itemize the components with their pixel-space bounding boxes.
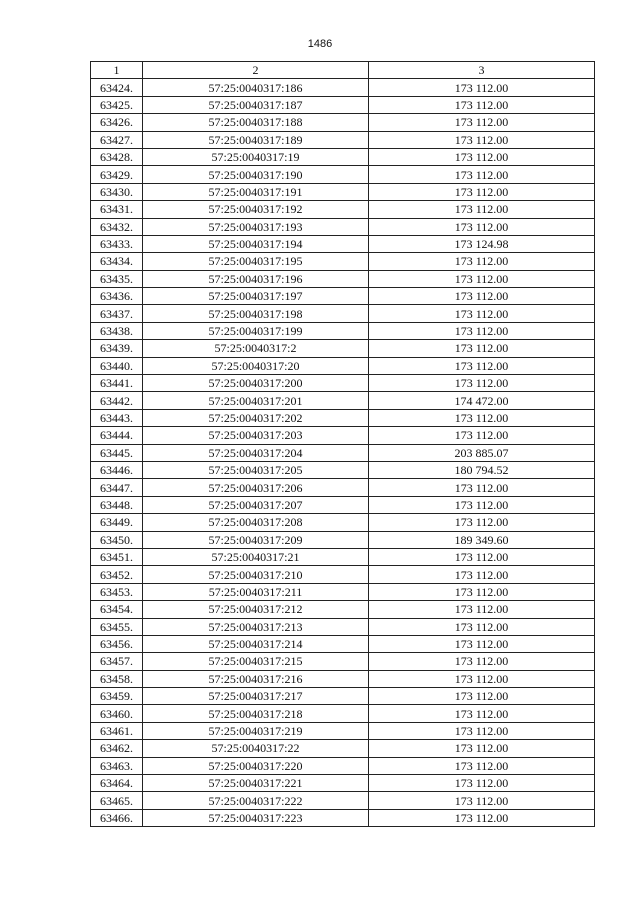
table-row bbox=[91, 375, 595, 392]
value-cell: 173 112.00 bbox=[369, 635, 595, 652]
value-cell: 173 112.00 bbox=[369, 740, 595, 757]
cadastral-number-cell: 57:25:0040317:203 bbox=[143, 427, 369, 444]
value-cell: 173 112.00 bbox=[369, 357, 595, 374]
cadastral-number-cell: 57:25:0040317:190 bbox=[143, 166, 369, 183]
table-row bbox=[91, 757, 595, 774]
value-cell: 173 112.00 bbox=[369, 166, 595, 183]
row-number-cell: 63446. bbox=[91, 461, 143, 478]
table-row bbox=[91, 618, 595, 635]
row-number-cell: 63447. bbox=[91, 479, 143, 496]
column-header-3: 3 bbox=[369, 62, 595, 79]
row-number-cell: 63462. bbox=[91, 740, 143, 757]
cadastral-number-cell: 57:25:0040317:197 bbox=[143, 288, 369, 305]
table-row bbox=[91, 235, 595, 252]
row-number-cell: 63427. bbox=[91, 131, 143, 148]
cadastral-number-cell: 57:25:0040317:196 bbox=[143, 270, 369, 287]
registry-table bbox=[90, 61, 595, 827]
value-cell: 173 112.00 bbox=[369, 96, 595, 113]
value-cell: 173 112.00 bbox=[369, 479, 595, 496]
value-cell: 173 112.00 bbox=[369, 409, 595, 426]
cadastral-number-cell: 57:25:0040317:187 bbox=[143, 96, 369, 113]
row-number-cell: 63429. bbox=[91, 166, 143, 183]
table-header-row bbox=[91, 62, 595, 79]
table-row bbox=[91, 322, 595, 339]
table-row bbox=[91, 688, 595, 705]
table-row bbox=[91, 305, 595, 322]
value-cell: 173 112.00 bbox=[369, 601, 595, 618]
row-number-cell: 63441. bbox=[91, 375, 143, 392]
row-number-cell: 63456. bbox=[91, 635, 143, 652]
table-row bbox=[91, 218, 595, 235]
cadastral-number-cell: 57:25:0040317:210 bbox=[143, 566, 369, 583]
value-cell: 173 112.00 bbox=[369, 722, 595, 739]
table-row bbox=[91, 583, 595, 600]
cadastral-number-cell: 57:25:0040317:208 bbox=[143, 514, 369, 531]
table-row bbox=[91, 131, 595, 148]
cadastral-number-cell: 57:25:0040317:20 bbox=[143, 357, 369, 374]
value-cell: 173 112.00 bbox=[369, 114, 595, 131]
row-number-cell: 63453. bbox=[91, 583, 143, 600]
table-row bbox=[91, 392, 595, 409]
cadastral-number-cell: 57:25:0040317:217 bbox=[143, 688, 369, 705]
cadastral-number-cell: 57:25:0040317:204 bbox=[143, 444, 369, 461]
row-number-cell: 63465. bbox=[91, 792, 143, 809]
cadastral-number-cell: 57:25:0040317:198 bbox=[143, 305, 369, 322]
value-cell: 173 112.00 bbox=[369, 688, 595, 705]
cadastral-number-cell: 57:25:0040317:216 bbox=[143, 670, 369, 687]
row-number-cell: 63431. bbox=[91, 201, 143, 218]
row-number-cell: 63459. bbox=[91, 688, 143, 705]
table-row bbox=[91, 288, 595, 305]
row-number-cell: 63434. bbox=[91, 253, 143, 270]
value-cell: 173 112.00 bbox=[369, 375, 595, 392]
value-cell: 173 112.00 bbox=[369, 322, 595, 339]
value-cell: 173 112.00 bbox=[369, 253, 595, 270]
value-cell: 173 124.98 bbox=[369, 235, 595, 252]
cadastral-number-cell: 57:25:0040317:195 bbox=[143, 253, 369, 270]
table-row bbox=[91, 96, 595, 113]
value-cell: 173 112.00 bbox=[369, 514, 595, 531]
value-cell: 173 112.00 bbox=[369, 79, 595, 96]
cadastral-number-cell: 57:25:0040317:221 bbox=[143, 775, 369, 792]
cadastral-number-cell: 57:25:0040317:212 bbox=[143, 601, 369, 618]
value-cell: 173 112.00 bbox=[369, 566, 595, 583]
value-cell: 173 112.00 bbox=[369, 270, 595, 287]
table-row bbox=[91, 444, 595, 461]
table-row bbox=[91, 792, 595, 809]
value-cell: 180 794.52 bbox=[369, 461, 595, 478]
row-number-cell: 63440. bbox=[91, 357, 143, 374]
value-cell: 173 112.00 bbox=[369, 757, 595, 774]
table-row bbox=[91, 548, 595, 565]
row-number-cell: 63454. bbox=[91, 601, 143, 618]
cadastral-number-cell: 57:25:0040317:19 bbox=[143, 148, 369, 165]
value-cell: 173 112.00 bbox=[369, 583, 595, 600]
table-row bbox=[91, 253, 595, 270]
table-row bbox=[91, 201, 595, 218]
value-cell: 173 112.00 bbox=[369, 548, 595, 565]
row-number-cell: 63449. bbox=[91, 514, 143, 531]
row-number-cell: 63433. bbox=[91, 235, 143, 252]
cadastral-number-cell: 57:25:0040317:199 bbox=[143, 322, 369, 339]
row-number-cell: 63442. bbox=[91, 392, 143, 409]
table-row bbox=[91, 340, 595, 357]
value-cell: 173 112.00 bbox=[369, 809, 595, 826]
table-row bbox=[91, 148, 595, 165]
row-number-cell: 63464. bbox=[91, 775, 143, 792]
value-cell: 173 112.00 bbox=[369, 288, 595, 305]
row-number-cell: 63451. bbox=[91, 548, 143, 565]
cadastral-number-cell: 57:25:0040317:200 bbox=[143, 375, 369, 392]
value-cell: 173 112.00 bbox=[369, 340, 595, 357]
row-number-cell: 63460. bbox=[91, 705, 143, 722]
cadastral-number-cell: 57:25:0040317:194 bbox=[143, 235, 369, 252]
cadastral-number-cell: 57:25:0040317:214 bbox=[143, 635, 369, 652]
cadastral-number-cell: 57:25:0040317:211 bbox=[143, 583, 369, 600]
cadastral-number-cell: 57:25:0040317:218 bbox=[143, 705, 369, 722]
row-number-cell: 63455. bbox=[91, 618, 143, 635]
table-row bbox=[91, 514, 595, 531]
row-number-cell: 63466. bbox=[91, 809, 143, 826]
row-number-cell: 63450. bbox=[91, 531, 143, 548]
cadastral-number-cell: 57:25:0040317:220 bbox=[143, 757, 369, 774]
row-number-cell: 63458. bbox=[91, 670, 143, 687]
table-body bbox=[91, 79, 595, 827]
value-cell: 173 112.00 bbox=[369, 131, 595, 148]
row-number-cell: 63436. bbox=[91, 288, 143, 305]
row-number-cell: 63426. bbox=[91, 114, 143, 131]
cadastral-number-cell: 57:25:0040317:215 bbox=[143, 653, 369, 670]
value-cell: 173 112.00 bbox=[369, 653, 595, 670]
value-cell: 173 112.00 bbox=[369, 705, 595, 722]
table-row bbox=[91, 427, 595, 444]
row-number-cell: 63448. bbox=[91, 496, 143, 513]
value-cell: 173 112.00 bbox=[369, 305, 595, 322]
table-row bbox=[91, 635, 595, 652]
value-cell: 173 112.00 bbox=[369, 792, 595, 809]
value-cell: 173 112.00 bbox=[369, 427, 595, 444]
row-number-cell: 63425. bbox=[91, 96, 143, 113]
table-row bbox=[91, 722, 595, 739]
cadastral-number-cell: 57:25:0040317:202 bbox=[143, 409, 369, 426]
value-cell: 173 112.00 bbox=[369, 183, 595, 200]
row-number-cell: 63432. bbox=[91, 218, 143, 235]
table-row bbox=[91, 409, 595, 426]
row-number-cell: 63424. bbox=[91, 79, 143, 96]
cadastral-number-cell: 57:25:0040317:201 bbox=[143, 392, 369, 409]
value-cell: 173 112.00 bbox=[369, 775, 595, 792]
value-cell: 189 349.60 bbox=[369, 531, 595, 548]
value-cell: 173 112.00 bbox=[369, 670, 595, 687]
page-number: 1486 bbox=[307, 38, 333, 50]
row-number-cell: 63430. bbox=[91, 183, 143, 200]
cadastral-number-cell: 57:25:0040317:206 bbox=[143, 479, 369, 496]
value-cell: 173 112.00 bbox=[369, 218, 595, 235]
cadastral-number-cell: 57:25:0040317:213 bbox=[143, 618, 369, 635]
row-number-cell: 63428. bbox=[91, 148, 143, 165]
value-cell: 173 112.00 bbox=[369, 201, 595, 218]
cadastral-number-cell: 57:25:0040317:193 bbox=[143, 218, 369, 235]
column-header-1: 1 bbox=[91, 62, 143, 79]
cadastral-number-cell: 57:25:0040317:189 bbox=[143, 131, 369, 148]
row-number-cell: 63437. bbox=[91, 305, 143, 322]
cadastral-number-cell: 57:25:0040317:205 bbox=[143, 461, 369, 478]
row-number-cell: 63435. bbox=[91, 270, 143, 287]
table-row bbox=[91, 79, 595, 96]
row-number-cell: 63438. bbox=[91, 322, 143, 339]
table-row bbox=[91, 531, 595, 548]
table-row bbox=[91, 775, 595, 792]
value-cell: 203 885.07 bbox=[369, 444, 595, 461]
table-row bbox=[91, 479, 595, 496]
value-cell: 173 112.00 bbox=[369, 148, 595, 165]
row-number-cell: 63439. bbox=[91, 340, 143, 357]
cadastral-number-cell: 57:25:0040317:192 bbox=[143, 201, 369, 218]
table-row bbox=[91, 809, 595, 826]
table-row bbox=[91, 270, 595, 287]
cadastral-number-cell: 57:25:0040317:188 bbox=[143, 114, 369, 131]
table-row bbox=[91, 183, 595, 200]
row-number-cell: 63463. bbox=[91, 757, 143, 774]
cadastral-number-cell: 57:25:0040317:222 bbox=[143, 792, 369, 809]
column-header-2: 2 bbox=[143, 62, 369, 79]
cadastral-number-cell: 57:25:0040317:22 bbox=[143, 740, 369, 757]
table-row bbox=[91, 653, 595, 670]
table-row bbox=[91, 114, 595, 131]
table-row bbox=[91, 461, 595, 478]
row-number-cell: 63445. bbox=[91, 444, 143, 461]
cadastral-number-cell: 57:25:0040317:21 bbox=[143, 548, 369, 565]
table-row bbox=[91, 705, 595, 722]
cadastral-number-cell: 57:25:0040317:186 bbox=[143, 79, 369, 96]
table-row bbox=[91, 670, 595, 687]
cadastral-number-cell: 57:25:0040317:207 bbox=[143, 496, 369, 513]
row-number-cell: 63461. bbox=[91, 722, 143, 739]
row-number-cell: 63457. bbox=[91, 653, 143, 670]
table-row bbox=[91, 601, 595, 618]
row-number-cell: 63452. bbox=[91, 566, 143, 583]
cadastral-number-cell: 57:25:0040317:209 bbox=[143, 531, 369, 548]
table-row bbox=[91, 740, 595, 757]
cadastral-number-cell: 57:25:0040317:219 bbox=[143, 722, 369, 739]
value-cell: 173 112.00 bbox=[369, 496, 595, 513]
table-row bbox=[91, 566, 595, 583]
table-row bbox=[91, 166, 595, 183]
table-row bbox=[91, 496, 595, 513]
cadastral-number-cell: 57:25:0040317:2 bbox=[143, 340, 369, 357]
row-number-cell: 63444. bbox=[91, 427, 143, 444]
table-row bbox=[91, 357, 595, 374]
row-number-cell: 63443. bbox=[91, 409, 143, 426]
value-cell: 174 472.00 bbox=[369, 392, 595, 409]
value-cell: 173 112.00 bbox=[369, 618, 595, 635]
cadastral-number-cell: 57:25:0040317:191 bbox=[143, 183, 369, 200]
cadastral-number-cell: 57:25:0040317:223 bbox=[143, 809, 369, 826]
